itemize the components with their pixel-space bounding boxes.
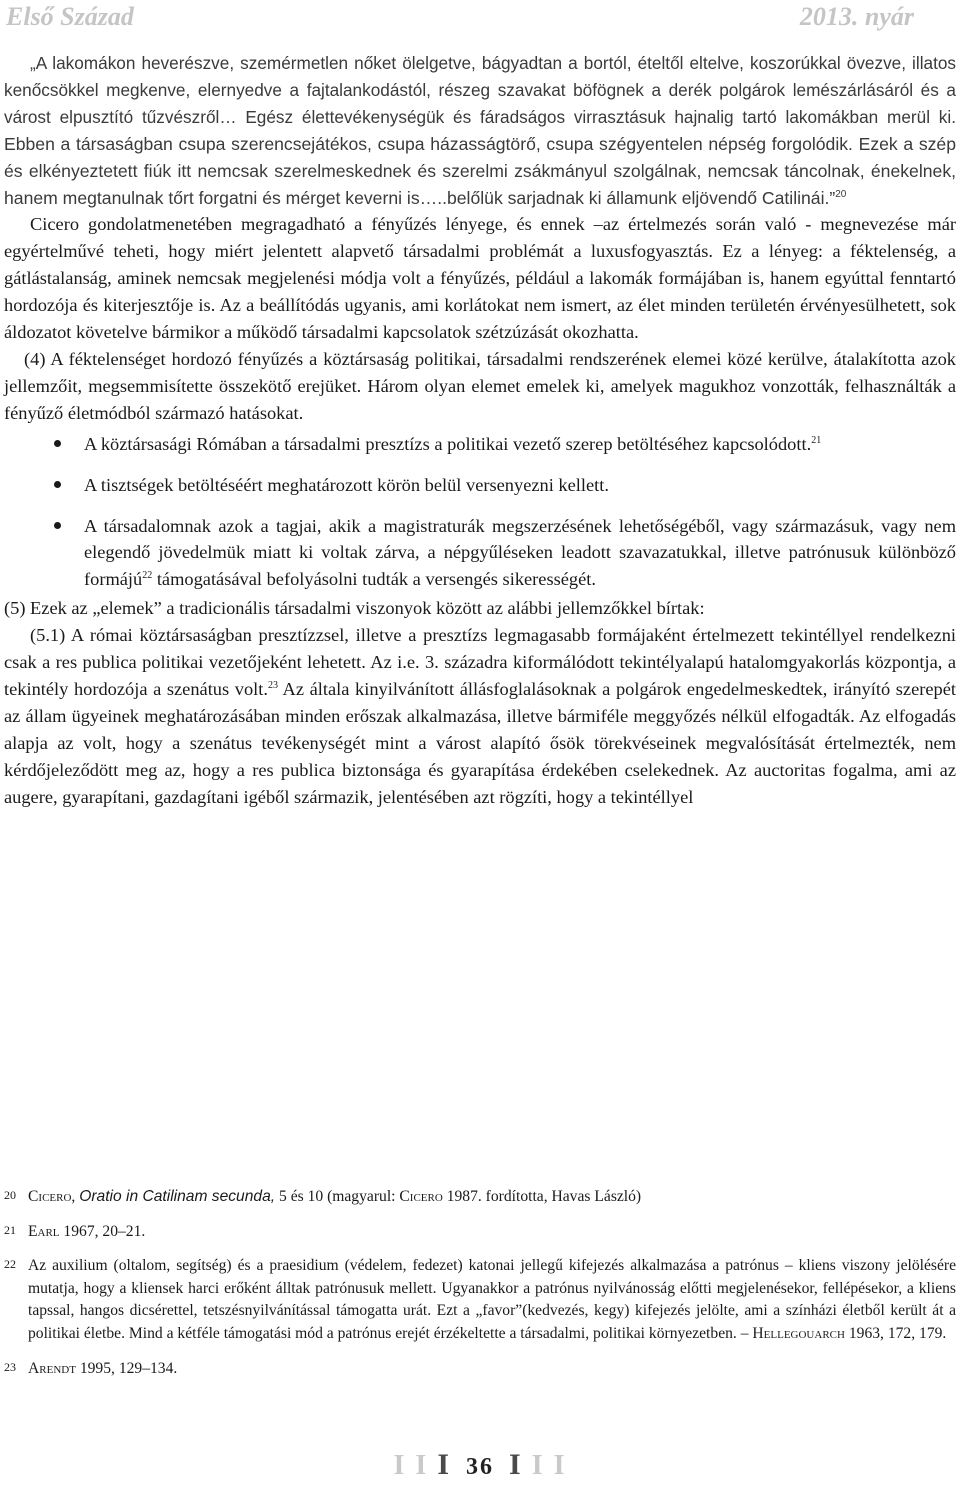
- footnote-number: 21: [4, 1222, 16, 1237]
- footnote-number: 22: [4, 1257, 16, 1272]
- footnote-number: 20: [4, 1188, 16, 1202]
- footer-ornament: I: [437, 1448, 451, 1481]
- list-item: A köztársasági Rómában a társadalmi presztízs a politikai vezető szerep betöltéséhez kapcsolódott.$^{21}$: [84, 431, 956, 458]
- footer-ornament: I: [393, 1450, 407, 1481]
- quote-part-2: Ebben a társaságban csupa szerencsejátékos, csupa házasságtörő, csupa szégyentelen népség forgolódik. Ezek a szép és elkényeztetett fiúk itt nemcsak szerelmeskednek és szerelmi zsákmányul szolgálnak, nemcsak táncolnak, énekelnek, hanem megtanulnak tőrt forgatni és mérget keverni is…..belőlük sarjadnak ki államunk eljövendő Catilinái.”: [4, 133, 956, 208]
- cicero-quote: [4, 50, 956, 211]
- footnotes: [4, 1186, 956, 1392]
- list-item: A társadalomnak azok a tagjai, akik a magistraturák megszerzésének lehetőségéből, vagy származásuk, vagy nem elegendő jövedelmük miatt ki voltak zárva, a népgyűléseken leadott szavazatukkal, illetve patrónusuk különböző formájú$^{22}$ támogatásával befolyásolni tudták a versengés sikerességét.: [84, 513, 956, 594]
- footnote-21: 21 Earl 1967, 20–21.: [4, 1222, 146, 1240]
- running-header: [0, 2, 960, 36]
- footer-ornament: I: [531, 1450, 545, 1481]
- footer-ornament: I: [553, 1450, 567, 1481]
- footer-ornament: I: [509, 1448, 523, 1481]
- footer-ornament: I: [415, 1450, 429, 1481]
- footnote-ref-23[interactable]: 23: [267, 679, 278, 691]
- list-item: A tisztségek betöltéséért meghatározott körön belül versenyezni kellett.: [84, 472, 956, 499]
- paragraph-cicero-analysis: Cicero gondolatmenetében megragadható a fényűzés lényege, és ennek ‒az értelmezés során való - megnevezése már egyértelművé teheti, hogy miért jelentett alapvető társadalmi problémát a luxusfogyasztás. Ez a lényeg: a féktelenség, a gátlástalanság, aminek nemcsak megjelenési módja volt a fényűzés, például a lakomák formájában is, hanem egyúttal fenntartó hordozója és kiterjesztője is. Az a beállítódás ugyanis, ami korlátokat nem ismert, az élet minden területén érvényesülhetett, sok áldozatot követelve bármikor a működő társadalmi kapcsolatok szétzúzását okozhatta.: [4, 214, 956, 343]
- elements-list: [4, 431, 956, 594]
- footnote-22: 22 Az auxilium (oltalom, segítség) és a praesidium (védelem, fedezet) katonai jellegű kifejezés alkalmazása a patrónus – kliens viszony jelölésére mutatja, hogy a kliensek harci erőként álltak patrónusuk mellett. Ugyanakkor a patrónus nyilvánosság előtti megjelenésekor, fellépésekor, a kliens tapssal, hangos dicsérettel, tetszésnyilvánítással támogatta urát. Ezt a „favor”(kedvezés, kegy) kifejezés jelölte, ami a színházi életből került át a politikai életbe. Mind a kétféle támogatási mód a patrónus erejét érzékeltette a társadalmi, politikai környezetben. – Hellegouarch 1963, 172, 179.: [4, 1257, 956, 1342]
- page-number: 36: [466, 1454, 494, 1480]
- footnote-number: 23: [4, 1359, 16, 1374]
- quote-part-1: „A lakomákon heverészve, szemérmetlen nőket ölelgetve, bágyadtan a bortól, ételtől eltelve, koszorúkkal övezve, illatos kenőcsökkel megkenve, elernyedve a fajtalankodástól, részeg szavakat böfögnek a derék polgárok lemészárlásáról és a várost elpusztító tűzvészről… Egész élettevékenységük és fáradságos virrasztásuk hajnalig tartó lakomákban merül ki.: [4, 53, 956, 127]
- paragraph-4: (4) A féktelenséget hordozó fényűzés a köztársaság politikai, társadalmi rendszerének elemei közé kerülve, átalakította azok jellemzőit, megsemmisítette összekötő erejüket. Három olyan elemet emelek ki, amelyek magukhoz vonzották, felhasználták a fényűző életmódból származó hatásokat.: [4, 348, 956, 423]
- bullet-icon: [54, 522, 61, 529]
- page-footer: [0, 1448, 960, 1482]
- footnote-ref-21[interactable]: 21: [811, 434, 822, 446]
- footnote-ref-20[interactable]: 20: [835, 188, 847, 200]
- bullet-icon: [54, 481, 61, 488]
- paragraph-5: (5) Ezek az „elemek” a tradicionális társadalmi viszonyok között az alábbi jellemzőkkel bírtak:: [4, 598, 705, 619]
- footnote-23: 23 Arendt 1995, 129–134.: [4, 1359, 178, 1377]
- footnote-20: 20 Cicero, Oratio in Catilinam secunda, 5 és 10 (magyarul: Cicero 1987. fordította, Havas László): [4, 1188, 642, 1205]
- issue-date: 2013. nyár: [799, 2, 914, 31]
- footnote-ref-22[interactable]: 22: [142, 570, 153, 582]
- bullet-icon: [54, 440, 61, 447]
- main-text: [4, 50, 956, 810]
- paragraph-5-1: (5.1) A római köztársaságban presztízzsel, illetve a presztízs legmagasabb formájaként értelmezett tekintéllyel rendelkezni csak a res publica politikai vezetőjeként lehetett. Az i.e. 3. századra kiformálódott tekintélyalapú hatalomgyakorlás központja, a tekintély hordozója a szenátus volt.$^{23}$ Az általa kinyilvánított állásfoglalásoknak a polgárok engedelmeskedtek, irányító szerepét az állam ügyeinek meghatározásában minden erőszak alkalmazása, illetve bármiféle meggyőzés nélkül elfogadták. Az elfogadás alapja az volt, hogy a szenátus tevékenységét mint a várost alapító ősök törekvéseinek megvalósítását értelmezték, nem kérdőjeleződött meg az, hogy a res publica biztonsága és gyarapítása érdekében cselekednek. Az auctoritas fogalma, ami az augere, gyarapítani, gazdagítani igéből származik, jelentésében azt rögzíti, hogy a tekintéllyel: [4, 625, 956, 807]
- journal-title: Első Század: [6, 2, 134, 31]
